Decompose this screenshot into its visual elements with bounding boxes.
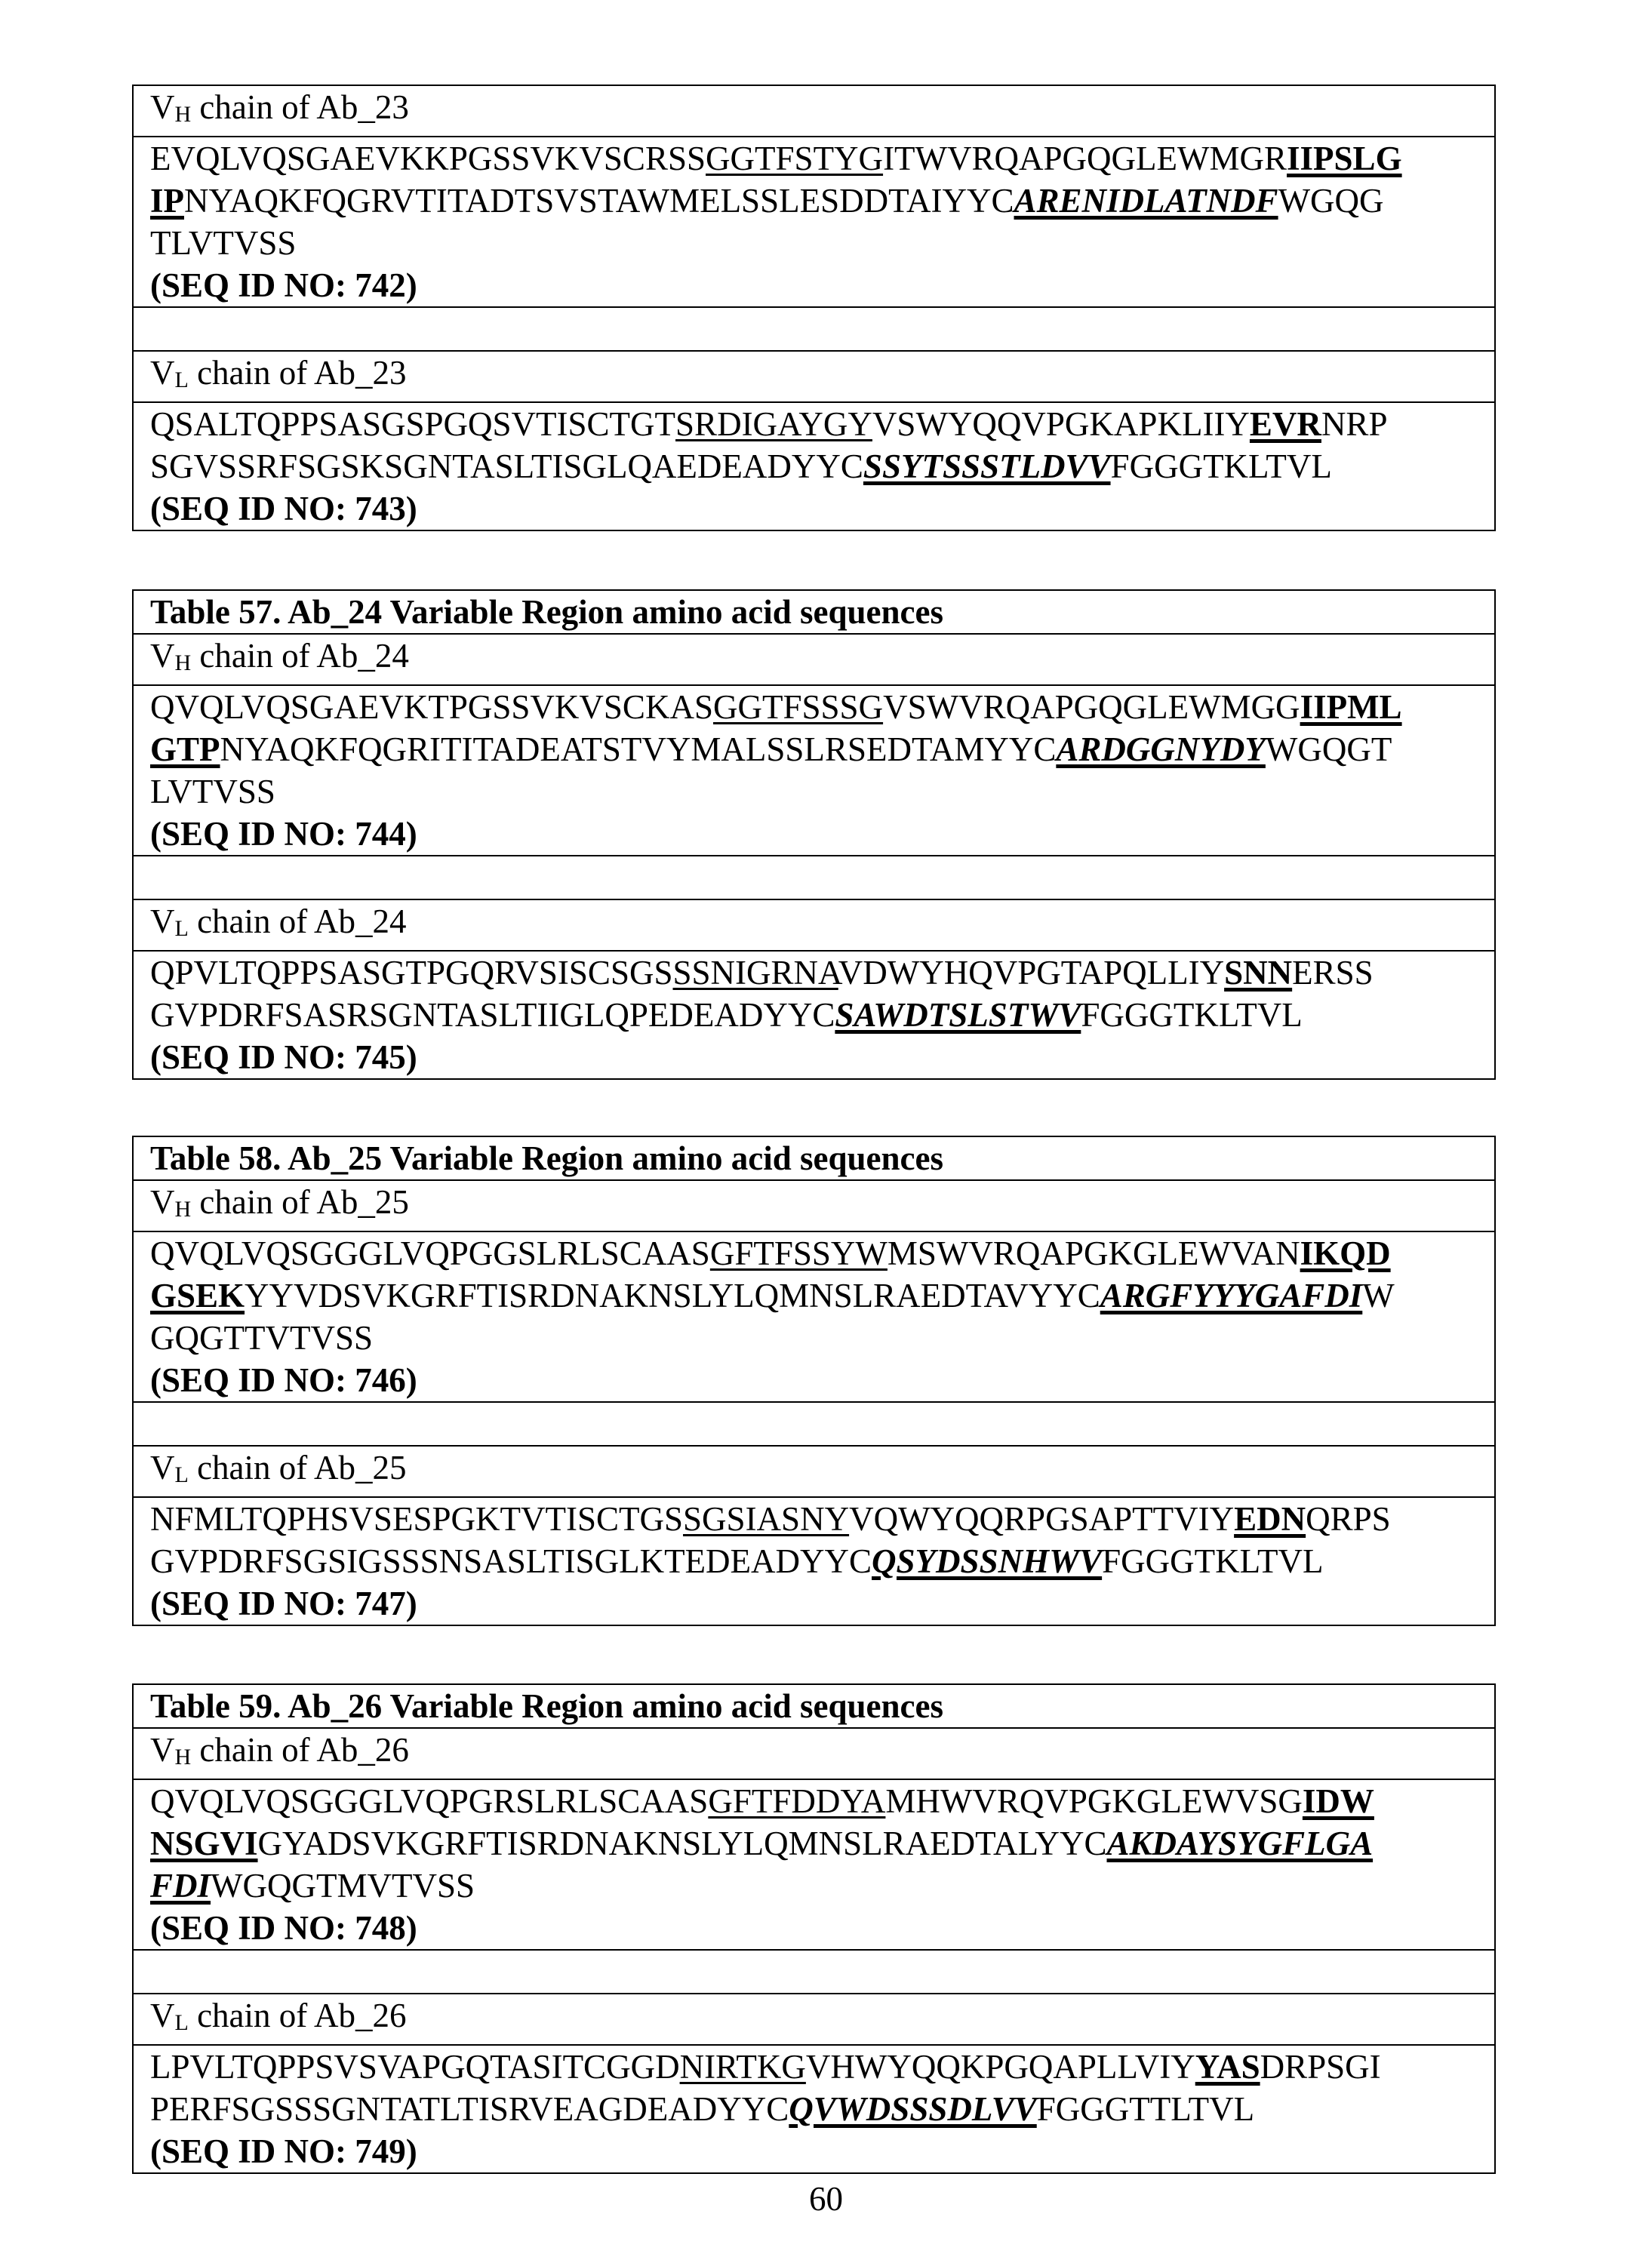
sequence-text: DRPSGI [1260, 2048, 1381, 2086]
sequence-text: GVPDRFSGSIGSSSNSASLTISGLKTEDEADYYC [150, 1542, 872, 1580]
sequence-line [150, 770, 1478, 813]
vh-chain-label [134, 86, 1494, 136]
cdr2-segment: EVR [1250, 405, 1321, 443]
cdr1-segment: SSNIGRNA [673, 954, 838, 992]
sequence-text: LPVLTQPPSVSVAPGQTASITCGGD [150, 2048, 680, 2086]
sequence-text: MHWVRQVPGKGLEWVSG [885, 1782, 1302, 1820]
sequence-text: LVTVSS [150, 773, 275, 810]
sequence-line [150, 1540, 1478, 1582]
sequence-text: FGGGTKLTVL [1111, 447, 1332, 485]
sequence-line [150, 1232, 1478, 1274]
sequence-line [150, 1274, 1478, 1317]
sequence-line [150, 1865, 1478, 1907]
sequence-text: QVQLVQSGGGLVQPGGSLRLSCAAS [150, 1234, 710, 1272]
sequence-line [150, 2046, 1478, 2088]
cdr3-segment: ARGFYYYGAFDI [1100, 1277, 1363, 1314]
seq-id: (SEQ ID NO: 749) [150, 2130, 1478, 2172]
sequence-line [150, 403, 1478, 445]
cdr3-segment: SSYTSSSTLDVV [863, 447, 1111, 485]
page-number: 60 [0, 2179, 1652, 2218]
label-v: V [150, 1997, 175, 2034]
sequence-line [150, 180, 1478, 222]
sequence-text: QPVLTQPPSASGTPGQRVSISCSGS [150, 954, 673, 992]
seq-id: (SEQ ID NO: 748) [150, 1907, 1478, 1949]
cdr3-segment: FDI [150, 1867, 211, 1905]
sequence-text: VHWYQQKPGQAPLLVIY [806, 2048, 1195, 2086]
sequence-text: W [1362, 1277, 1394, 1314]
sequence-text: QRPS [1306, 1500, 1391, 1538]
label-text: chain of Ab_24 [191, 637, 409, 675]
sequence-line [150, 1780, 1478, 1822]
label-v: V [150, 88, 175, 126]
cdr3-segment: SAWDTSLSTWV [835, 996, 1081, 1034]
sequence-text: YYVDSVKGRFTISRDNAKNSLYLQMNSLRAEDTAVYYC [245, 1277, 1100, 1314]
label-v: V [150, 902, 175, 940]
cdr1-segment: GFTFSSYW [710, 1234, 888, 1272]
label-text: chain of Ab_26 [189, 1997, 407, 2034]
vl-chain-label [134, 1993, 1494, 2044]
vh-sequence-cell [134, 136, 1494, 306]
label-subscript: L [175, 916, 189, 941]
sequence-text: PERFSGSSSGNTATLTISRVEAGDEADYYC [150, 2090, 789, 2128]
sequence-table [132, 1136, 1496, 1626]
cdr2-segment: NSGVI [150, 1825, 258, 1862]
cdr2-segment: IDW [1303, 1782, 1374, 1820]
label-v: V [150, 1183, 175, 1221]
sequence-line [150, 728, 1478, 770]
table-title: Table 57. Ab_24 Variable Region amino acid sequences [134, 591, 1494, 633]
seq-id: (SEQ ID NO: 743) [150, 487, 1478, 530]
sequence-text: VQWYQQRPGSAPTTVIY [849, 1500, 1234, 1538]
sequence-line [150, 222, 1478, 264]
cdr2-segment: GTP [150, 730, 220, 768]
cdr2-segment: IIPSLG [1287, 140, 1402, 177]
sequence-line [150, 1822, 1478, 1865]
label-v: V [150, 1731, 175, 1769]
seq-id: (SEQ ID NO: 746) [150, 1359, 1478, 1401]
seq-id: (SEQ ID NO: 742) [150, 264, 1478, 306]
sequence-text: NYAQKFQGRITITADEATSTVYMALSSLRSEDTAMYYC [220, 730, 1057, 768]
sequence-text: QSALTQPPSASGSPGQSVTISCTGT [150, 405, 675, 443]
vh-sequence-cell [134, 684, 1494, 855]
spacer-row [134, 855, 1494, 899]
sequence-text: ITWVRQAPGQGLEWMGR [883, 140, 1287, 177]
sequence-line [150, 2088, 1478, 2130]
sequence-text: FGGGTKLTVL [1081, 996, 1302, 1034]
sequence-line [150, 952, 1478, 994]
label-text: chain of Ab_25 [191, 1183, 409, 1221]
label-v: V [150, 354, 175, 392]
table-title: Table 59. Ab_26 Variable Region amino acid sequences [134, 1685, 1494, 1727]
label-v: V [150, 637, 175, 675]
sequence-text: FGGGTKLTVL [1102, 1542, 1323, 1580]
cdr3-segment: QVWDSSSDLVV [789, 2090, 1036, 2128]
vh-chain-label [134, 1727, 1494, 1779]
label-text: chain of Ab_23 [191, 88, 409, 126]
cdr2-segment: IP [150, 182, 184, 220]
cdr2-segment: IKQD [1300, 1234, 1391, 1272]
cdr2-segment: GSEK [150, 1277, 245, 1314]
sequence-line [150, 137, 1478, 180]
seq-id: (SEQ ID NO: 747) [150, 1582, 1478, 1625]
spacer-row [134, 1401, 1494, 1445]
vl-sequence-cell [134, 401, 1494, 530]
cdr1-segment: NIRTKG [680, 2048, 806, 2086]
cdr3-segment: ARENIDLATNDF [1014, 182, 1278, 220]
sequence-line [150, 1498, 1478, 1540]
sequence-text: TLVTVSS [150, 224, 296, 262]
sequence-text: EVQLVQSGAEVKKPGSSVKVSCRSS [150, 140, 706, 177]
cdr1-segment: GFTFDDYA [708, 1782, 885, 1820]
sequence-text: ERSS [1292, 954, 1374, 992]
cdr3-segment: ARDGGNYDY [1056, 730, 1266, 768]
sequence-text: WGQGT [1266, 730, 1392, 768]
vh-chain-label [134, 633, 1494, 684]
table-title: Table 58. Ab_25 Variable Region amino acid sequences [134, 1137, 1494, 1179]
vl-chain-label [134, 1445, 1494, 1496]
sequence-text: NRP [1321, 405, 1388, 443]
spacer-row [134, 1949, 1494, 1993]
sequence-text: GYADSVKGRFTISRDNAKNSLYLQMNSLRAEDTALYYC [258, 1825, 1107, 1862]
vl-sequence-cell [134, 950, 1494, 1078]
label-text: chain of Ab_23 [189, 354, 407, 392]
sequence-text: WGQGTMVTVSS [211, 1867, 475, 1905]
label-text: chain of Ab_24 [189, 902, 407, 940]
label-subscript: H [175, 650, 192, 675]
vh-sequence-cell [134, 1231, 1494, 1401]
sequence-line [150, 445, 1478, 487]
cdr2-segment: YAS [1195, 2048, 1260, 2086]
label-subscript: L [175, 1462, 189, 1487]
vl-sequence-cell [134, 1496, 1494, 1625]
label-text: chain of Ab_25 [189, 1449, 407, 1487]
label-subscript: L [175, 367, 189, 392]
sequence-text: WGQG [1278, 182, 1384, 220]
sequence-text: NFMLTQPHSVSESPGKTVTISCTGS [150, 1500, 683, 1538]
sequence-table [132, 85, 1496, 531]
cdr2-segment: IIPML [1300, 688, 1402, 726]
sequence-table [132, 589, 1496, 1080]
sequence-line [150, 994, 1478, 1036]
sequence-text: SGVSSRFSGSKSGNTASLTISGLQAEDEADYYC [150, 447, 863, 485]
cdr1-segment: SRDIGAYGY [675, 405, 872, 443]
sequence-text: VSWVRQAPGQGLEWMGG [883, 688, 1300, 726]
sequence-text: VDWYHQVPGTAPQLLIY [838, 954, 1224, 992]
label-subscript: H [175, 1745, 192, 1769]
sequence-text: NYAQKFQGRVTITADTSVSTAWMELSSLESDDTAIYYC [184, 182, 1014, 220]
sequence-line [150, 686, 1478, 728]
spacer-row [134, 306, 1494, 350]
cdr1-segment: GGTFSTYG [706, 140, 883, 177]
sequence-text: VSWYQQVPGKAPKLIIY [872, 405, 1250, 443]
sequence-text: FGGGTTLTVL [1037, 2090, 1254, 2128]
label-subscript: H [175, 102, 192, 127]
vh-sequence-cell [134, 1779, 1494, 1949]
sequence-text: QVQLVQSGGGLVQPGRSLRLSCAAS [150, 1782, 708, 1820]
sequence-table [132, 1683, 1496, 2174]
cdr3-segment: AKDAYSYGFLGA [1107, 1825, 1374, 1862]
label-subscript: H [175, 1197, 192, 1222]
cdr1-segment: SGSIASNY [683, 1500, 849, 1538]
label-subscript: L [175, 2010, 189, 2035]
label-v: V [150, 1449, 175, 1487]
cdr2-segment: SNN [1224, 954, 1292, 992]
seq-id: (SEQ ID NO: 745) [150, 1036, 1478, 1078]
vl-chain-label [134, 350, 1494, 401]
label-text: chain of Ab_26 [191, 1731, 409, 1769]
sequence-text: MSWVRQAPGKGLEWVAN [888, 1234, 1300, 1272]
vh-chain-label [134, 1179, 1494, 1231]
sequence-line [150, 1317, 1478, 1359]
cdr3-segment: QSYDSSNHWV [872, 1542, 1102, 1580]
cdr1-segment: GGTFSSSG [713, 688, 883, 726]
cdr2-segment: EDN [1234, 1500, 1306, 1538]
sequence-text: GQGTTVTVSS [150, 1319, 373, 1357]
seq-id: (SEQ ID NO: 744) [150, 813, 1478, 855]
vl-chain-label [134, 899, 1494, 950]
vl-sequence-cell [134, 2044, 1494, 2172]
sequence-text: GVPDRFSASRSGNTASLTIIGLQPEDEADYYC [150, 996, 835, 1034]
sequence-text: QVQLVQSGAEVKTPGSSVKVSCKAS [150, 688, 713, 726]
